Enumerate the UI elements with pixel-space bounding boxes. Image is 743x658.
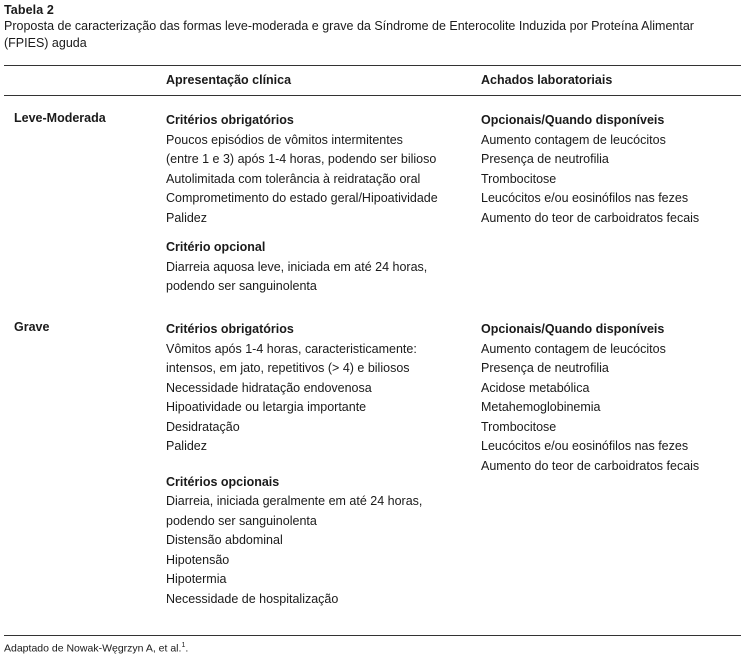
footnote-text: Adaptado de Nowak-Węgrzyn A, et al.: [4, 642, 182, 655]
criteria-group: [166, 238, 466, 297]
list-item: Diarreia, iniciada geralmente em até 24 horas,: [166, 494, 423, 508]
header-clinical: Apresentação clínica: [166, 73, 292, 87]
list-item: Diarreia aquosa leve, iniciada em até 24 horas,: [166, 259, 428, 274]
list-item: Presença de neutrofilia: [481, 152, 609, 166]
footnote-end: .: [185, 642, 189, 655]
footnote-reference: 1: [181, 642, 186, 649]
list-item: Vômitos após 1-4 horas, caracteristicamente:: [166, 341, 417, 356]
list-item: (entre 1 e 3) após 1-4 horas, podendo ser bilioso: [166, 152, 437, 166]
list-item: Aumento do teor de carboidratos fecais: [481, 458, 700, 473]
list-item: podendo ser sanguinolenta: [166, 513, 317, 528]
list-item: Hipotensão: [166, 552, 230, 567]
list-item: Leucócitos e/ou eosinófilos nas fezes: [481, 191, 689, 205]
group-heading: Critérios opcionais: [166, 474, 280, 489]
list-item: Distensão abdominal: [166, 533, 283, 547]
bottom-rule: [4, 635, 741, 636]
criteria-group: [166, 320, 466, 457]
findings-group: [481, 111, 741, 228]
list-item: Aumento contagem de leucócitos: [481, 132, 666, 147]
list-item: Necessidade hidratação endovenosa: [166, 380, 372, 395]
list-item: Aumento contagem de leucócitos: [481, 341, 666, 356]
row-label: Grave: [14, 320, 50, 334]
list-item: Comprometimento do estado geral/Hipoatividade: [166, 191, 438, 205]
list-item: Poucos episódios de vômitos intermitentes: [166, 132, 403, 147]
list-item: Presença de neutrofilia: [481, 361, 609, 375]
top-rule: [4, 65, 741, 66]
table-caption: Proposta de caracterização das formas leve-moderada e grave da Síndrome de Enterocolite Induzida por Proteína Alimentar (FPIES) aguda: [4, 19, 694, 50]
laboratory-column: [481, 320, 741, 476]
list-item: Metahemoglobinemia: [481, 400, 601, 414]
list-item: Necessidade de hospitalização: [166, 591, 339, 606]
header-laboratory: Achados laboratoriais: [481, 73, 613, 87]
list-item: Aumento do teor de carboidratos fecais: [481, 210, 700, 225]
criteria-group: [166, 111, 466, 228]
group-heading: Opcionais/Quando disponíveis: [481, 322, 665, 336]
list-item: intensos, em jato, repetitivos (> 4) e biliosos: [166, 361, 410, 375]
clinical-column: [166, 320, 466, 609]
footnote: [4, 642, 188, 655]
list-item: Autolimitada com tolerância à reidratação oral: [166, 171, 421, 186]
clinical-column: [166, 111, 466, 297]
group-heading: Opcionais/Quando disponíveis: [481, 113, 665, 127]
table-title: Tabela 2: [4, 3, 54, 17]
findings-group: [481, 320, 741, 476]
row-label: Leve-Moderada: [14, 111, 106, 125]
list-item: Hipoatividade ou letargia importante: [166, 400, 367, 414]
group-heading: Critérios obrigatórios: [166, 322, 294, 336]
list-item: podendo ser sanguinolenta: [166, 279, 317, 293]
list-item: Trombocitose: [481, 419, 557, 434]
group-heading: Critério opcional: [166, 240, 266, 254]
list-item: Palidez: [166, 439, 207, 453]
group-heading: Critérios obrigatórios: [166, 113, 294, 127]
list-item: Leucócitos e/ou eosinófilos nas fezes: [481, 439, 689, 453]
list-item: Palidez: [166, 210, 207, 225]
header-rule: [4, 95, 741, 96]
list-item: Hipotermia: [166, 572, 227, 586]
list-item: Trombocitose: [481, 171, 557, 186]
criteria-group: [166, 473, 466, 610]
list-item: Acidose metabólica: [481, 380, 590, 395]
list-item: Desidratação: [166, 419, 240, 434]
laboratory-column: [481, 111, 741, 228]
